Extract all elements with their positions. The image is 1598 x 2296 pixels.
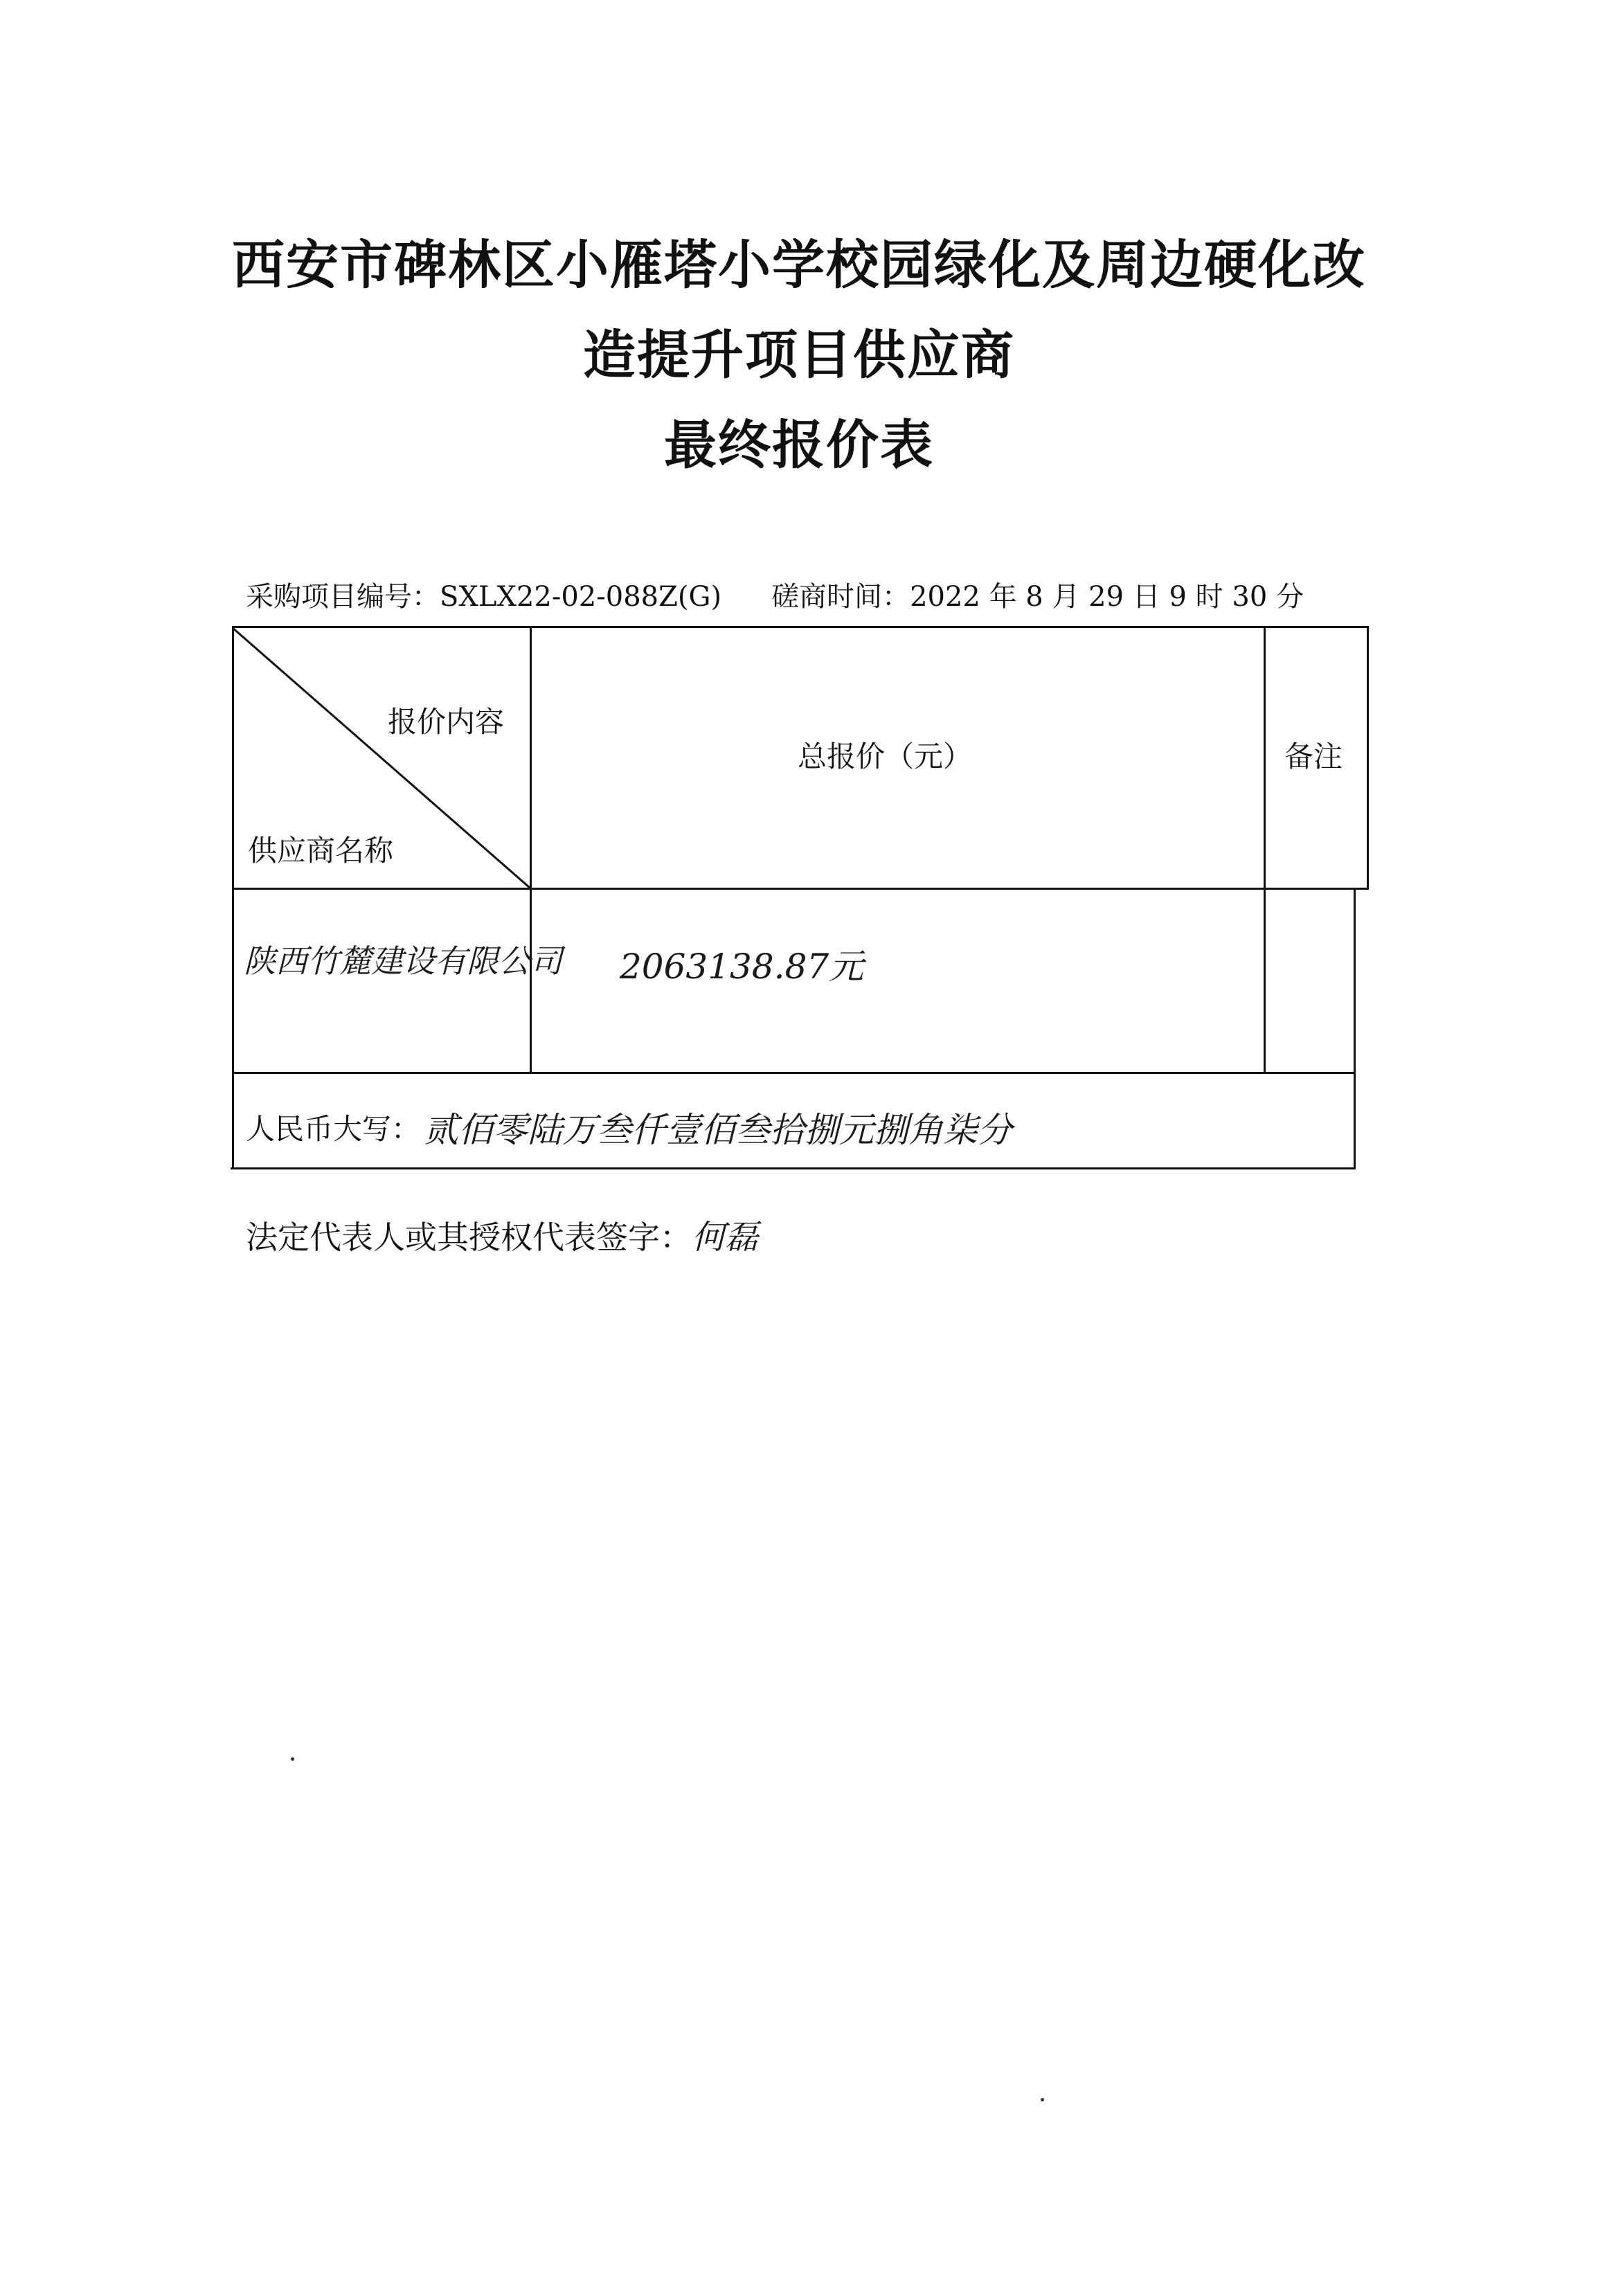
rmb-label: 人民币大写： [246, 1112, 421, 1146]
header-quote-content: 报价内容 [388, 705, 505, 739]
header-total-price: 总报价（元） [798, 739, 973, 773]
page-title-line-2: 造提升项目供应商 [583, 324, 1015, 386]
rmb-amount-handwritten: 贰佰零陆万叁仟壹佰叁拾捌元捌角柒分 [424, 1110, 1012, 1150]
table-border-bottom [231, 1167, 1355, 1169]
supplier-name-handwritten: 陕西竹麓建设有限公司 [244, 942, 562, 980]
project-no-label: 采购项目编号： [246, 581, 440, 613]
table-border-right-bottom [1354, 888, 1356, 1169]
signature-handwritten: 何磊 [692, 1218, 759, 1257]
header-remark: 备注 [1284, 739, 1343, 773]
scan-speck [291, 1757, 294, 1761]
table-divider-2 [1264, 626, 1266, 1073]
page-title-line-3: 最终报价表 [664, 414, 934, 476]
total-price-handwritten: 2063138.87元 [620, 947, 864, 987]
table-border-row-bottom [232, 1072, 1355, 1074]
signature-label: 法定代表人或其授权代表签字： [246, 1219, 692, 1256]
time-value: 2022 年 8 月 29 日 9 时 30 分 [910, 581, 1304, 613]
project-no: SXLX22-02-088Z(G) [440, 581, 722, 613]
scan-speck [1041, 2098, 1044, 2101]
header-supplier-name: 供应商名称 [248, 834, 394, 868]
page-title-line-1: 西安市碑林区小雁塔小学校园绿化及周边硬化改 [232, 234, 1366, 296]
table-divider-1 [530, 626, 532, 1073]
time-label: 磋商时间： [771, 581, 910, 613]
signature-line [246, 1210, 758, 1258]
table-border-right-top [1367, 626, 1369, 889]
meta-line [246, 575, 1304, 614]
table-border-header-bottom [232, 888, 1369, 890]
